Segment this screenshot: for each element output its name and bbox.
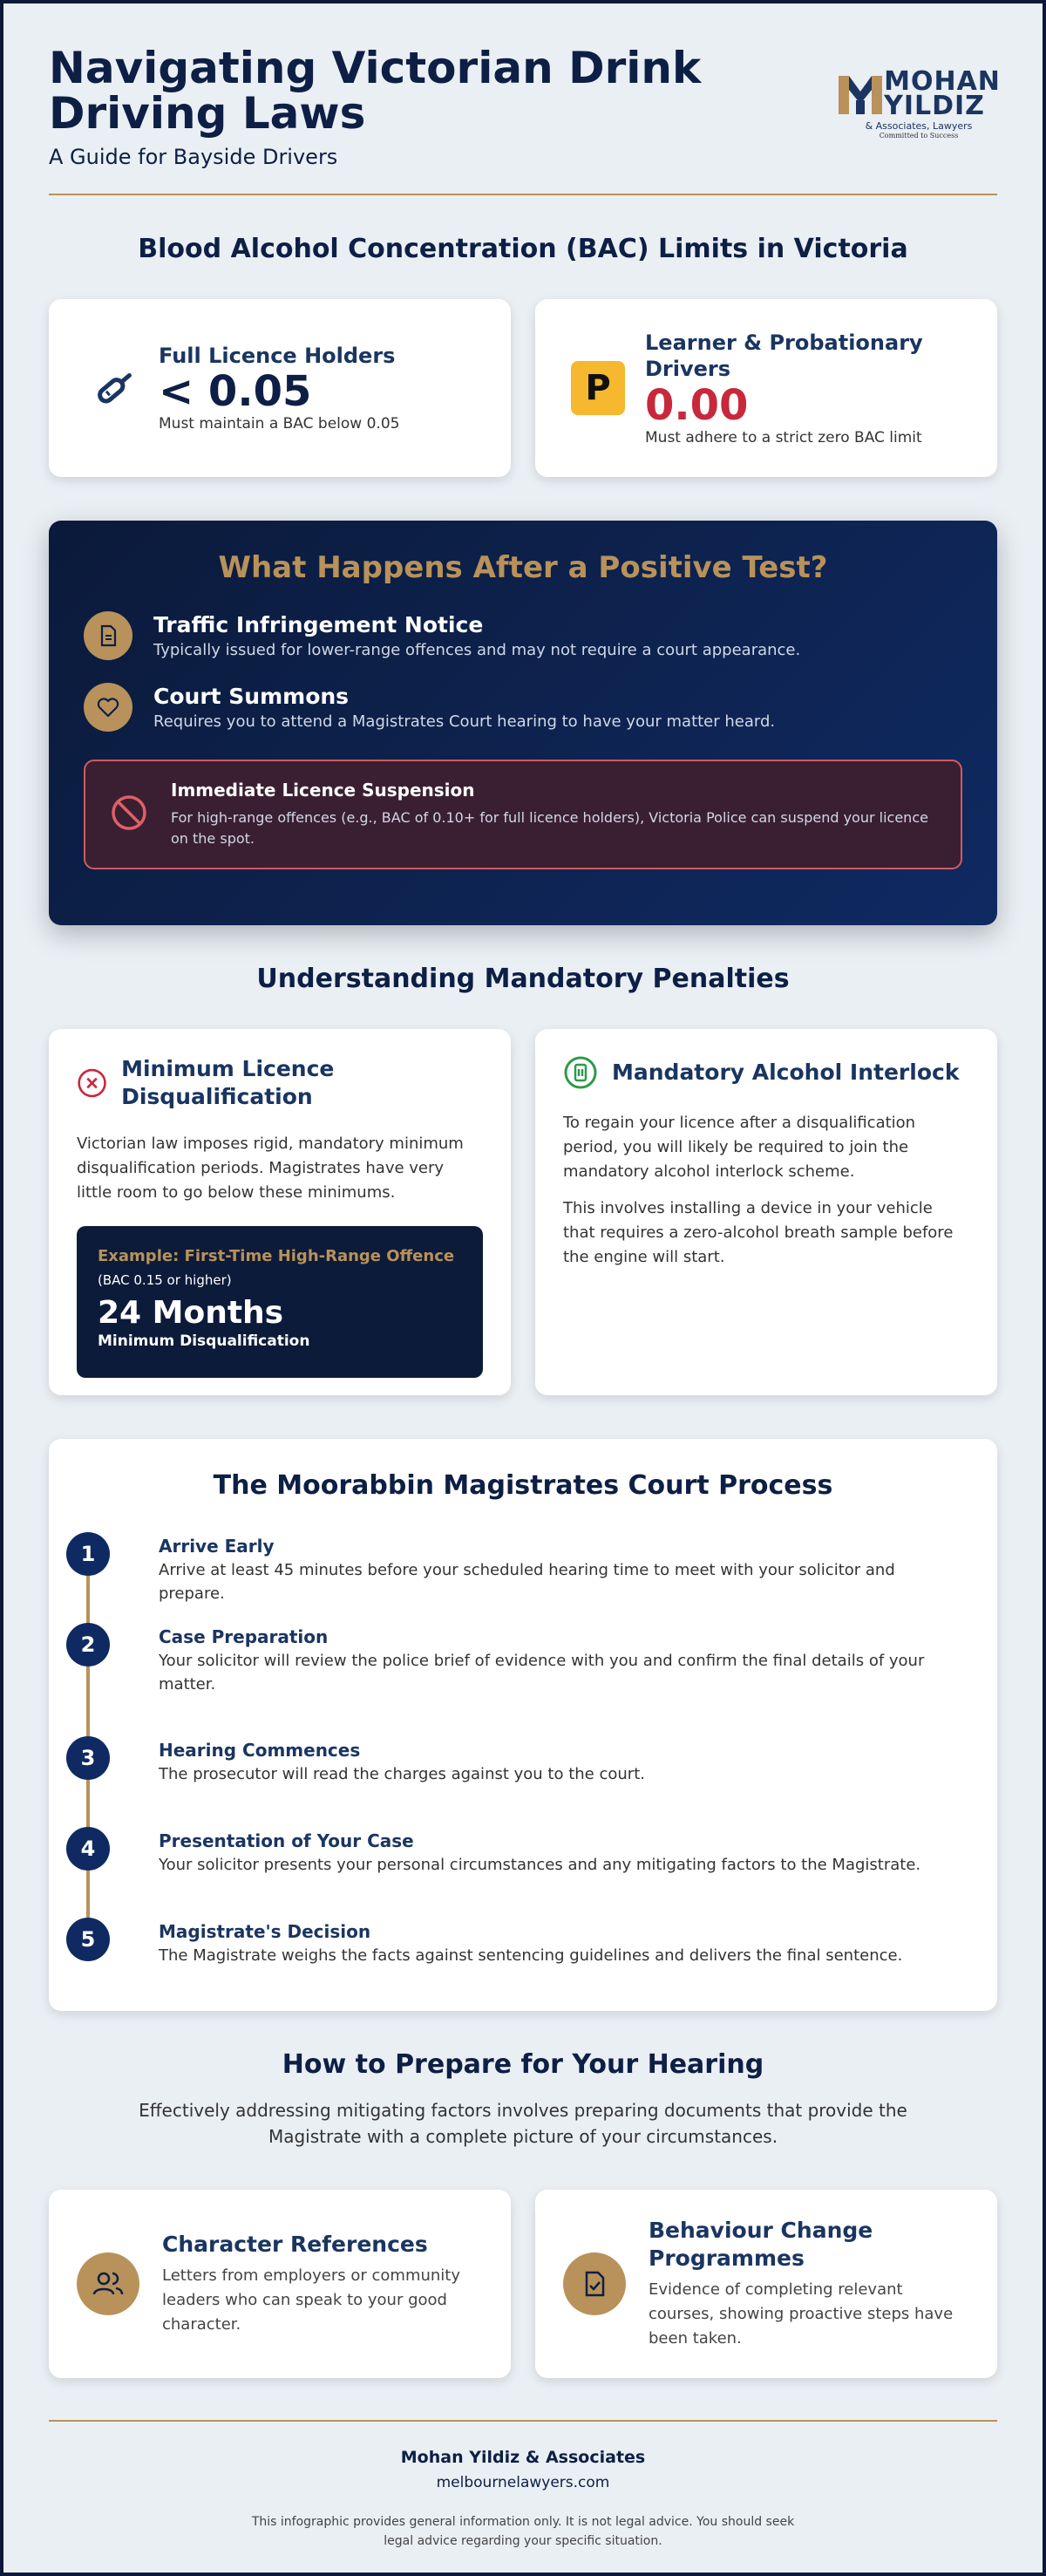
prepare-cards [49,2190,997,2378]
summons-item [84,683,962,732]
positive-test-panel [49,521,997,925]
page-subtitle: A Guide for Bayside Drivers [49,145,338,169]
timeline-connector [86,1666,90,1736]
court-process-card [49,1439,997,2011]
logo-word-2: YILDIZ [884,91,985,121]
disqualification-card [49,1029,511,1395]
behaviour-programmes-text: Evidence of completing relevant courses, showing proactive steps have been taken. [649,2280,954,2348]
court-step [66,1918,980,1987]
timeline-connector [86,1576,90,1623]
bac-cards [49,299,997,477]
step-number: 3 [66,1736,110,1780]
firm-logo [840,66,1001,140]
learner-label: Learner & Probationary Drivers [645,331,923,381]
step-text: The Magistrate weighs the facts against sentencing guidelines and delivers the final sentence. [159,1946,903,1965]
logo-word-1: MOHAN [884,66,1001,97]
infringement-item [84,611,962,660]
court-step [66,1827,980,1918]
footer [49,2420,997,2551]
footer-website-link[interactable]: melbournelawyers.com [436,2474,610,2491]
p-plate-icon [570,360,626,416]
step-heading: Magistrate's Decision [159,1921,371,1942]
step-heading: Case Preparation [159,1626,329,1647]
court-process-title: The Moorabbin Magistrates Court Process [213,1470,833,1501]
step-number: 5 [66,1918,110,1961]
court-timeline [66,1532,980,1987]
summons-text: Requires you to attend a Magistrates Court hearing to have your matter heard. [153,712,776,731]
gauge-icon [84,360,139,416]
step-number: 4 [66,1827,110,1871]
suspension-heading: Immediate Licence Suspension [171,780,475,801]
learner-card [535,299,997,477]
logo-tagline: Committed to Success [879,132,959,140]
infringement-text: Typically issued for lower-range offences and may not require a court appearance. [153,641,801,659]
step-heading: Presentation of Your Case [159,1830,414,1851]
court-step [66,1623,980,1736]
summons-heading: Court Summons [153,684,350,709]
full-licence-card [49,299,511,477]
interlock-icon [563,1055,598,1090]
page-title [49,43,729,139]
prepare-section-title: How to Prepare for Your Hearing [282,2049,764,2080]
character-references-title: Character References [162,2232,428,2257]
example-label: Minimum Disqualification [98,1332,310,1350]
interlock-text-1: To regain your licence after a disqualification period, you will likely be required to join the mandatory alcohol interlock scheme. [563,1114,916,1181]
x-circle-icon [77,1066,107,1101]
penalty-cards [49,1029,997,1395]
full-licence-note: Must maintain a BAC below 0.05 [159,415,400,433]
step-number: 2 [66,1623,110,1666]
learner-note: Must adhere to a strict zero BAC limit [645,429,922,446]
step-text: Your solicitor presents your personal circumstances and any mitigating factors to the Magistrate. [159,1856,921,1874]
timeline-connector [86,1871,90,1918]
step-heading: Hearing Commences [159,1740,361,1761]
p-plate-letter: P [571,361,625,415]
title-line-2: Driving Laws [49,88,366,139]
character-references-text: Letters from employers or community leaders who can speak to your good character. [162,2266,460,2334]
checklist-icon [563,2252,626,2315]
bac-section-title: Blood Alcohol Concentration (BAC) Limits in Victoria [138,234,908,264]
step-text: Arrive at least 45 minutes before your scheduled hearing time to meet with your solicitor and prepare. [159,1561,895,1603]
footer-firm-name: Mohan Yildiz & Associates [400,2448,646,2467]
character-references-card [49,2190,511,2378]
footer-disclaimer: This infographic provides general information only. It is not legal advice. You should seek legal advice regarding your specific situation. [251,2515,795,2548]
logo-subtitle: & Associates, Lawyers [865,120,973,132]
infringement-heading: Traffic Infringement Notice [153,612,484,637]
disqualification-title: Minimum Licence Disqualification [121,1056,335,1109]
prohibited-icon [110,794,148,835]
example-value: 24 Months [98,1295,284,1331]
document-icon [84,611,132,660]
step-number: 1 [66,1532,110,1576]
interlock-text-2: This involves installing a device in your vehicle that requires a zero-alcohol breath sample before the engine will start. [563,1199,954,1266]
court-step [66,1532,980,1623]
behaviour-programmes-title: Behaviour Change Programmes [649,2218,873,2271]
logo-mark-icon [837,71,884,118]
court-step [66,1736,980,1827]
logo-words [884,66,1001,121]
step-text: Your solicitor will review the police brief of evidence with you and confirm the final details of your matter. [159,1652,925,1693]
penalties-section-title: Understanding Mandatory Penalties [256,964,790,994]
example-title: Example: First-Time High-Range Offence [98,1247,455,1265]
example-box [77,1226,483,1378]
interlock-title: Mandatory Alcohol Interlock [612,1060,960,1085]
full-licence-label: Full Licence Holders [159,344,396,368]
learner-value: 0.00 [645,381,749,430]
full-licence-value: < 0.05 [159,367,312,416]
positive-test-title: What Happens After a Positive Test? [218,550,828,585]
example-subtitle: (BAC 0.15 or higher) [98,1272,232,1288]
suspension-text: For high-range offences (e.g., BAC of 0.10+ for full licence holders), Victoria Police can suspend your licence on the spot. [171,809,928,847]
people-icon [77,2252,139,2315]
step-text: The prosecutor will read the charges against you to the court. [159,1765,645,1783]
disqualification-text: Victorian law imposes rigid, mandatory minimum disqualification periods. Magistrates have very little room to go below these minimums. [77,1135,464,1202]
heart-icon [84,683,132,732]
prepare-intro: Effectively addressing mitigating factors involves preparing documents that provide the Magistrate with a complete picture of your circumstances. [139,2100,907,2147]
suspension-warning [84,760,962,869]
step-heading: Arrive Early [159,1536,275,1557]
timeline-connector [86,1780,90,1827]
header [49,3,1001,195]
title-line-1: Navigating Victorian Drink [49,43,702,93]
interlock-card [535,1029,997,1395]
behaviour-programmes-card [535,2190,997,2378]
